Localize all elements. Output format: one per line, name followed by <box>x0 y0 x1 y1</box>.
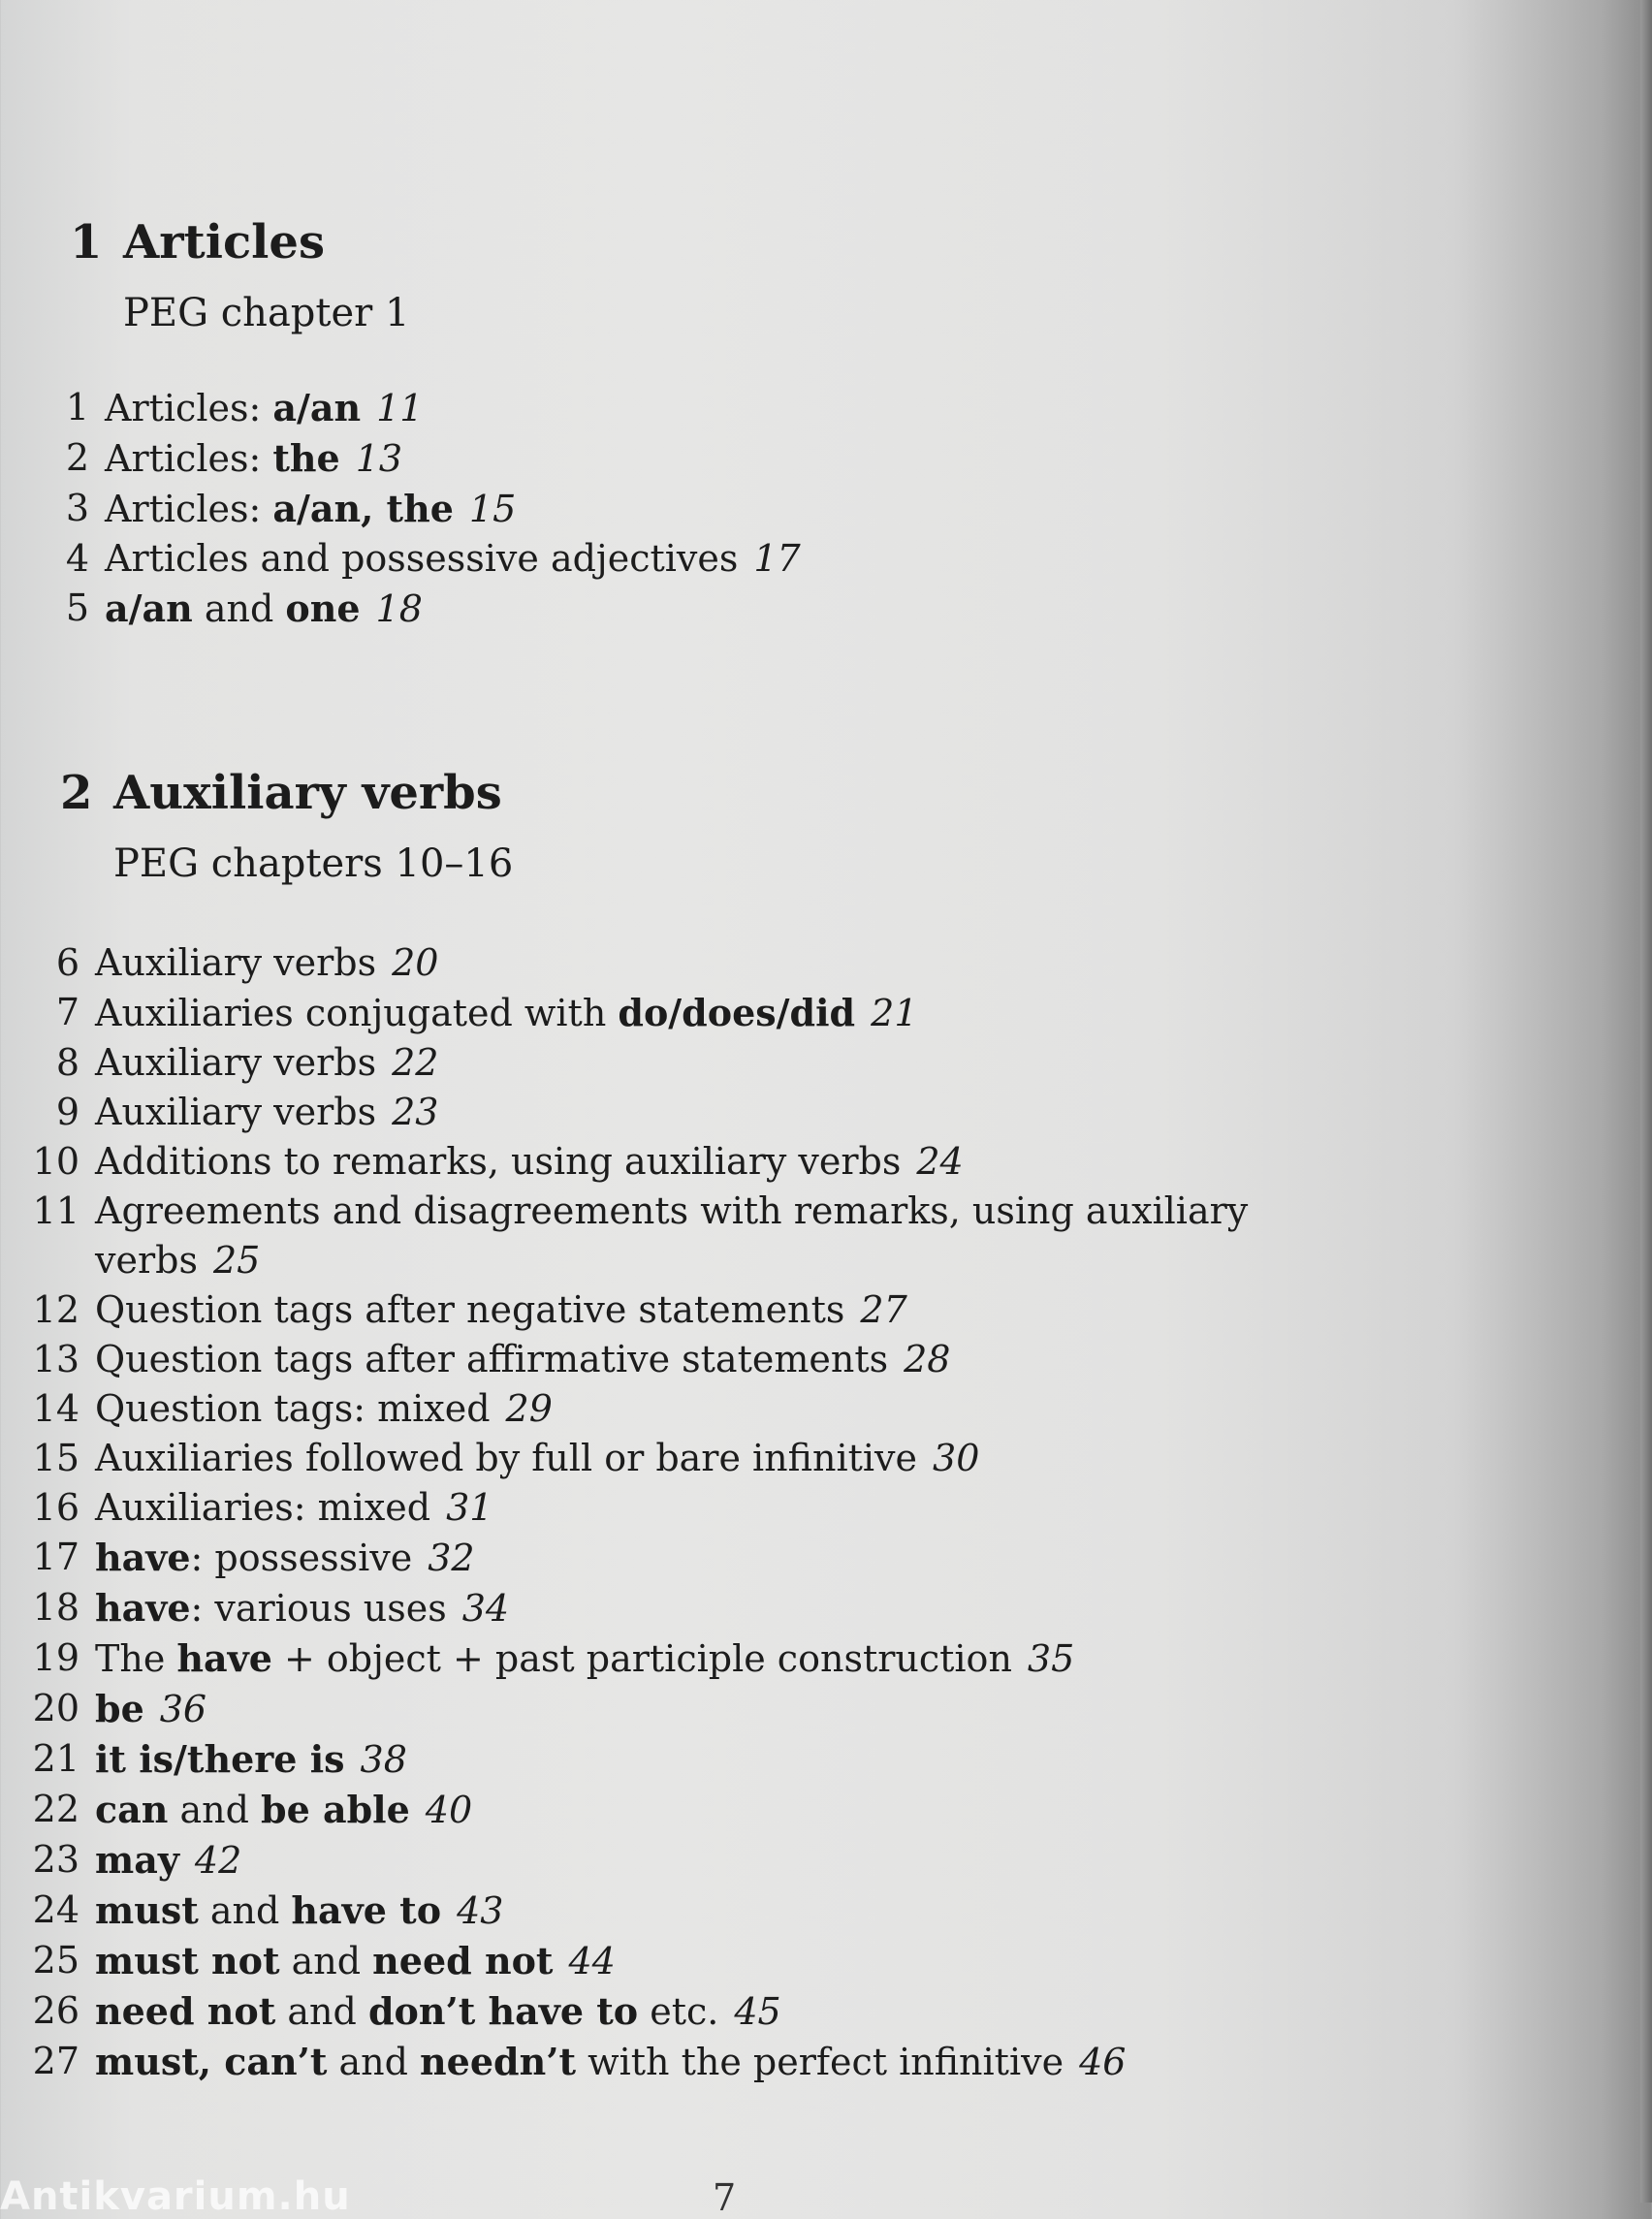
title-text: and <box>275 1990 368 2033</box>
bold-term: be able <box>261 1788 410 1831</box>
bold-term: have to <box>291 1888 442 1932</box>
page-reference: 34 <box>461 1587 510 1630</box>
exercise-entry <box>29 1483 1336 1533</box>
page-reference: 25 <box>212 1239 261 1282</box>
title-text: and <box>327 2041 421 2083</box>
bold-term: don’t have to <box>367 1989 639 2033</box>
exercise-number: 15 <box>32 1437 79 1479</box>
title-text: Auxiliary verbs <box>95 1091 377 1133</box>
bold-term: be <box>95 1687 144 1730</box>
exercise-title <box>95 1384 1336 1434</box>
exercise-number: 20 <box>32 1687 79 1729</box>
title-text: with the perfect infinitive <box>576 2041 1064 2083</box>
chapter-number: 1 <box>70 215 103 269</box>
exercise-title <box>95 1886 1336 1936</box>
exercise-entry <box>29 1038 1336 1088</box>
exercise-entry <box>29 1384 1336 1434</box>
title-text: and <box>192 587 286 630</box>
exercise-title <box>95 1734 1336 1785</box>
bold-term: must <box>95 1888 199 1932</box>
page-reference: 42 <box>194 1839 242 1882</box>
exercise-title <box>95 988 1336 1038</box>
title-text: Auxiliary verbs <box>95 1041 377 1084</box>
bold-term: one <box>285 586 361 630</box>
page-reference: 15 <box>468 488 517 530</box>
bold-term: need not <box>372 1939 554 1982</box>
bold-term: needn’t <box>420 2040 577 2083</box>
exercise-entry <box>39 433 1346 484</box>
page-reference: 29 <box>505 1387 553 1430</box>
exercise-title <box>105 383 1346 433</box>
exercise-entry <box>29 1835 1336 1886</box>
exercise-entry <box>29 1187 1336 1285</box>
bold-term: a/an <box>272 386 362 429</box>
exercise-entry <box>29 1533 1336 1583</box>
chapter-title: Auxiliary verbs <box>113 766 502 820</box>
page-reference: 28 <box>904 1338 951 1380</box>
exercise-number: 10 <box>32 1140 79 1183</box>
exercise-number: 21 <box>32 1737 79 1780</box>
bold-term: must, can’t <box>95 2040 328 2083</box>
exercise-number: 9 <box>55 1091 79 1133</box>
exercise-number: 17 <box>32 1536 79 1578</box>
exercise-number: 11 <box>32 1189 79 1232</box>
exercise-title <box>95 1187 1336 1285</box>
exercise-title <box>95 1785 1336 1835</box>
page-edge-shadow <box>1640 0 1652 2203</box>
exercise-entry <box>29 1088 1336 1137</box>
exercise-entry <box>29 1137 1336 1187</box>
title-text: Additions to remarks, using auxiliary verbs <box>95 1140 902 1183</box>
title-text: : possessive <box>190 1537 413 1579</box>
page-number: 7 <box>713 2176 737 2219</box>
exercise-number: 26 <box>32 1989 79 2032</box>
page-reference: 45 <box>734 1990 781 2033</box>
exercise-title <box>95 1285 1336 1335</box>
title-text: Articles and possessive adjectives <box>105 537 739 580</box>
exercise-number: 3 <box>65 487 89 529</box>
exercise-title <box>105 433 1346 484</box>
exercise-entry <box>29 1434 1336 1483</box>
page-reference: 11 <box>376 387 424 429</box>
title-text: Auxiliaries: mixed <box>95 1486 431 1529</box>
title-text: Auxiliaries conjugated with <box>95 992 619 1034</box>
page-reference: 22 <box>392 1041 439 1084</box>
bold-term: must not <box>95 1939 280 1982</box>
exercise-entry <box>29 1886 1336 1936</box>
bold-term: can <box>95 1788 169 1831</box>
exercise-number: 27 <box>32 2040 79 2082</box>
page-reference: 23 <box>392 1091 439 1133</box>
watermark: Antikvarium.hu <box>0 2174 351 2219</box>
bold-term: a/an <box>105 586 193 630</box>
page-reference: 43 <box>457 1889 504 1932</box>
title-text: Question tags after negative statements <box>95 1288 845 1331</box>
exercise-title <box>95 1936 1336 1986</box>
exercise-entry <box>29 938 1336 988</box>
exercise-title <box>95 1633 1336 1684</box>
exercise-number: 2 <box>65 436 89 479</box>
exercise-number: 5 <box>65 586 89 629</box>
exercise-entry <box>29 1785 1336 1835</box>
page-reference: 35 <box>1027 1637 1075 1680</box>
exercise-entry <box>29 1734 1336 1785</box>
page-reference: 13 <box>355 437 403 480</box>
exercise-number: 8 <box>55 1041 79 1084</box>
title-text: and <box>168 1789 262 1831</box>
exercise-entry <box>29 1684 1336 1734</box>
title-text: Articles: <box>105 488 273 530</box>
page-reference: 27 <box>860 1288 907 1331</box>
chapter-number: 2 <box>60 766 93 820</box>
exercise-number: 6 <box>55 941 79 984</box>
exercise-number: 18 <box>32 1586 79 1629</box>
exercise-entry <box>29 1936 1336 1986</box>
chapter-2-heading <box>60 766 513 886</box>
page-reference: 32 <box>428 1537 475 1579</box>
page-reference: 18 <box>375 587 423 630</box>
chapter-subtitle: PEG chapter 1 <box>123 291 410 335</box>
title-text: and <box>198 1889 292 1932</box>
title-text: : various uses <box>190 1587 447 1630</box>
chapter-2-exercise-list <box>29 938 1336 2087</box>
title-text: Articles: <box>105 437 273 480</box>
chapter-1-heading <box>70 215 409 335</box>
bold-term: a/an, the <box>272 487 454 530</box>
exercise-number: 23 <box>32 1838 79 1881</box>
exercise-number: 24 <box>32 1888 79 1931</box>
title-text: Question tags after affirmative statements <box>95 1338 889 1380</box>
exercise-number: 25 <box>32 1939 79 1981</box>
exercise-number: 12 <box>32 1288 79 1331</box>
exercise-number: 7 <box>55 991 79 1033</box>
exercise-entry <box>29 1285 1336 1335</box>
exercise-title <box>95 1434 1336 1483</box>
bold-term: do/does/did <box>618 991 856 1034</box>
exercise-title <box>95 1137 1336 1187</box>
exercise-entry <box>39 534 1346 584</box>
exercise-title <box>95 2037 1336 2087</box>
title-text: Articles: <box>105 387 273 429</box>
exercise-title <box>95 938 1336 988</box>
exercise-number: 1 <box>65 386 89 428</box>
exercise-entry <box>39 383 1346 433</box>
title-text: + object + past participle construction <box>271 1637 1012 1680</box>
exercise-title <box>95 1038 1336 1088</box>
page-reference: 24 <box>916 1140 964 1183</box>
title-text: Question tags: mixed <box>95 1387 491 1430</box>
exercise-entry <box>29 1335 1336 1384</box>
bold-term: have <box>95 1536 191 1579</box>
bold-term: have <box>176 1636 272 1680</box>
exercise-entry <box>29 1583 1336 1633</box>
page-reference: 36 <box>159 1688 207 1730</box>
page-reference: 20 <box>392 941 439 984</box>
exercise-title <box>105 584 1346 634</box>
title-text: Agreements and disagreements with remarks, using auxiliary verbs <box>95 1189 1260 1282</box>
exercise-title <box>95 1583 1336 1633</box>
exercise-number: 16 <box>32 1486 79 1529</box>
chapter-1-exercise-list <box>39 383 1346 634</box>
exercise-number: 4 <box>65 537 89 580</box>
exercise-entry <box>29 988 1336 1038</box>
chapter-subtitle: PEG chapters 10–16 <box>113 841 514 886</box>
page-reference: 31 <box>446 1486 493 1529</box>
page-reference: 30 <box>933 1437 980 1479</box>
exercise-entry <box>29 2037 1336 2087</box>
exercise-number: 14 <box>32 1387 79 1430</box>
exercise-entry <box>29 1986 1336 2037</box>
exercise-entry <box>39 484 1346 534</box>
page-reference: 44 <box>568 1940 616 1982</box>
exercise-title <box>105 484 1346 534</box>
exercise-title <box>95 1835 1336 1886</box>
exercise-title <box>95 1684 1336 1734</box>
page-reference: 46 <box>1079 2041 1127 2083</box>
exercise-entry <box>39 584 1346 634</box>
exercise-title <box>95 1088 1336 1137</box>
bold-term: have <box>95 1586 191 1630</box>
title-text: and <box>279 1940 373 1982</box>
exercise-title <box>95 1335 1336 1384</box>
exercise-title <box>95 1483 1336 1533</box>
exercise-title <box>95 1986 1336 2037</box>
bold-term: the <box>272 436 340 480</box>
exercise-number: 22 <box>32 1788 79 1830</box>
chapter-title: Articles <box>123 215 325 269</box>
page-reference: 38 <box>360 1738 407 1781</box>
exercise-number: 19 <box>32 1636 79 1679</box>
bold-term: need not <box>95 1989 276 2033</box>
exercise-title <box>105 534 1346 584</box>
bold-term: may <box>95 1838 179 1882</box>
page-reference: 40 <box>425 1789 473 1831</box>
title-text: The <box>95 1637 177 1680</box>
page-reference: 21 <box>871 992 918 1034</box>
title-text: Auxiliary verbs <box>95 941 377 984</box>
page-reference: 17 <box>753 537 801 580</box>
exercise-entry <box>29 1633 1336 1684</box>
exercise-title <box>95 1533 1336 1583</box>
bold-term: it is/there is <box>95 1737 345 1781</box>
exercise-number: 13 <box>32 1338 79 1380</box>
title-text: Auxiliaries followed by full or bare infinitive <box>95 1437 918 1479</box>
title-text: etc. <box>638 1990 719 2033</box>
